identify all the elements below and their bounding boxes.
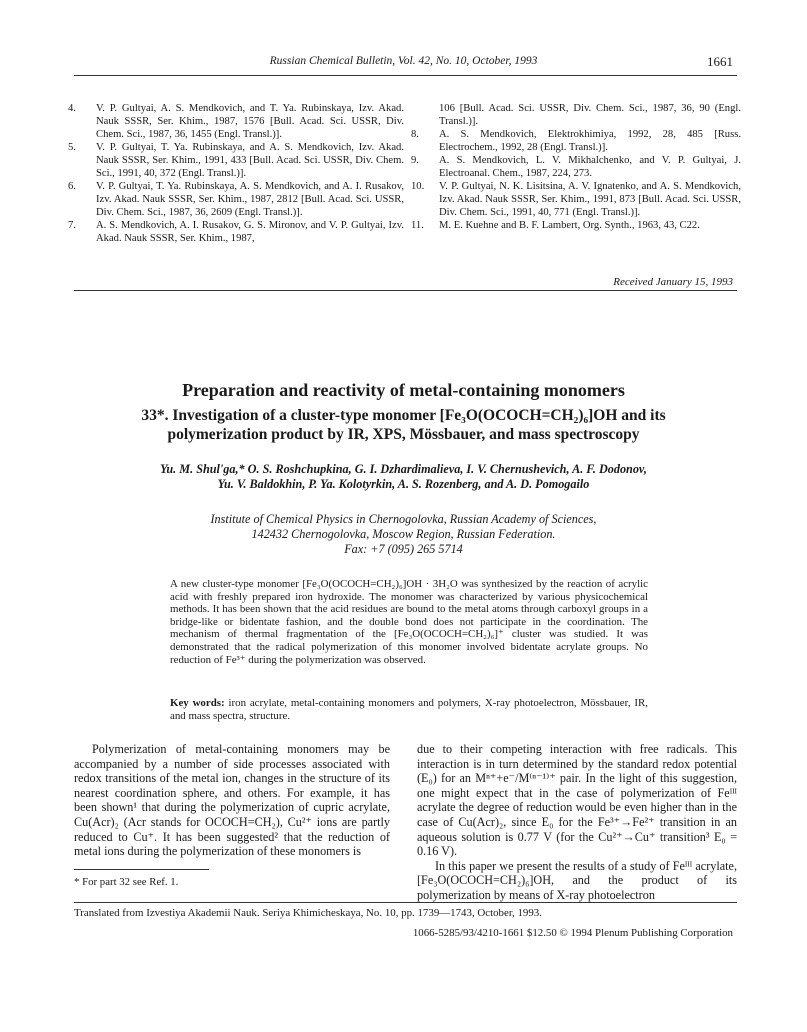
authors-line-2: Yu. V. Baldokhin, P. Ya. Kolotyrkin, A. S. Rozenberg, and A. D. Pomogailo — [217, 477, 590, 491]
copyright-line: 1066-5285/93/4210-1661 $12.50 © 1994 Plenum Publishing Corporation — [412, 927, 733, 939]
reference-item: 10. V. P. Gultyai, N. K. Lisitsina, A. V. Ignatenko, and A. S. Mendkovich, Izv. Akad. Nauk SSSR, Ser. Khim., 1991, 873 [Bull. Acad. Sci. USSR, Div. Chem. Sci., 1991, 40, 771 (Engl. Transl.)]. — [411, 181, 741, 218]
page-number: 1661 — [707, 54, 733, 69]
references-right-column — [411, 102, 741, 232]
reference-item: 8. A. S. Mendkovich, Elektrokhimiya, 1992, 28, 485 [Russ. Electrochem., 1992, 28 (Engl. Transl.)]. — [411, 129, 741, 153]
footnote: * For part 32 see Ref. 1. — [74, 876, 179, 888]
keywords-text: iron acrylate, metal-containing monomers and polymers, X-ray photoelectron, Mössbauer, IR, and mass spectra, structure. — [170, 697, 648, 722]
institution — [0, 512, 807, 557]
running-header — [0, 55, 807, 71]
body-paragraph: Polymerization of metal-containing monomers may be accompanied by a number of side processes associated with redox transitions of the metal ion, changes in the structure of its nearest coordination sphere, and others. For example, it has been shown¹ that during the polymerization of cupric acrylate, Cu(Acr)₂ (Acr stands for OCOCH=CH₂), Cu²⁺ ions are partly reduced to Cu⁺. It has been suggested² that the reduction of metal ions during the polymerization of these monomers is — [74, 742, 390, 859]
institution-fax: Fax: +7 (095) 265 5714 — [344, 542, 463, 556]
body-right-column — [417, 742, 737, 903]
reference-item: 6. V. P. Gultyai, T. Ya. Rubinskaya, A. S. Mendkovich, and A. I. Rusakov, Izv. Akad. Nauk SSSR, Ser. Khim., 1987, 2812 [Bull. Acad. Sci. USSR, Div. Chem. Sci., 1987, 36, 2609 (Engl. Transl.)]. — [68, 181, 404, 218]
header-rule — [74, 75, 737, 76]
keywords — [170, 697, 648, 722]
footnote-rule — [74, 869, 209, 870]
abstract: A new cluster-type monomer [Fe₃O(OCOCH=CH₂)₆]OH · 3H₂O was synthesized by the reaction of acrylic acid with freshly prepared iron hydroxide. The monomer was characterized by various physicochemical methods. It has been shown that the acid residues are bound to the metal atoms through carboxyl groups in a bridge-like or bidentate fashion, and the double bond does not participate in the coordination. The mechanism of thermal fragmentation of the [Fe₃O(OCOCH=CH₂)₆]⁺ cluster was studied. It was demonstrated that the radical polymerization of this monomer involved bidentate acrylate groups. No reduction of Fe³⁺ during the polymerization was observed. — [170, 578, 648, 666]
reference-item: 5. V. P. Gultyai, T. Ya. Rubinskaya, and A. S. Mendkovich, Izv. Akad. Nauk SSSR, Ser. Khim., 1991, 433 [Bull. Acad. Sci. USSR, Div. Chem. Sci., 1991, 40, 372 (Engl. Transl.)]. — [68, 142, 404, 179]
footer-rule — [74, 902, 737, 903]
article-title: Preparation and reactivity of metal-containing monomers — [182, 380, 625, 400]
article-subtitle — [0, 406, 807, 444]
subtitle-line-1: 33*. Investigation of a cluster-type monomer [Fe₃O(OCOCH=CH₂)₆]OH and its — [141, 407, 666, 424]
keywords-label: Key words: — [170, 697, 225, 709]
subtitle-line-2: polymerization product by IR, XPS, Mössbauer, and mass spectroscopy — [167, 426, 640, 443]
reference-item: 9. A. S. Mendkovich, L. V. Mikhalchenko, and V. P. Gultyai, J. Electroanal. Chem., 1987, 224, 273. — [411, 155, 741, 179]
reference-item: 4. V. P. Gultyai, A. S. Mendkovich, and T. Ya. Rubinskaya, Izv. Akad. Nauk SSSR, Ser. Khim., 1987, 1576 [Bull. Acad. Sci. USSR, Div. Chem. Sci., 1987, 36, 1455 (Engl. Transl.)]. — [68, 103, 404, 140]
body-paragraph: In this paper we present the results of a study of Feᴵᴵᴵ acrylate, [Fe₃O(OCOCH=CH₂)₆]OH, and the product of its polymerization by means of X-ray photoelectron — [417, 858, 737, 902]
authors-line-1: Yu. M. Shul'ga,* O. S. Roshchupkina, G. I. Dzhardimalieva, I. V. Chernushevich, A. F. Dodonov, — [160, 462, 647, 476]
reference-item: 106 [Bull. Acad. Sci. USSR, Div. Chem. Sci., 1987, 36, 90 (Engl. Transl.)]. — [439, 103, 741, 127]
received-date: Received January 15, 1993 — [613, 276, 733, 288]
reference-item: 7. A. S. Mendkovich, A. I. Rusakov, G. S. Mironov, and V. P. Gultyai, Izv. Akad. Nauk SSSR, Ser. Khim., 1987, — [68, 220, 404, 244]
institution-line-1: Institute of Chemical Physics in Chernogolovka, Russian Academy of Sciences, — [210, 512, 597, 526]
authors — [0, 462, 807, 492]
body-paragraph: due to their competing interaction with free radicals. This interaction is in turn determined by the standard redox potential (E₀) for an Mⁿ⁺+e⁻/M⁽ⁿ⁻¹⁾⁺ pair. In the light of this suggestion, one might expect that in the case of polymerization of Feᴵᴵᴵ acrylate the degree of reduction would be even higher than in the case of Cu(Acr)₂, since E₀ for the Fe³⁺→Fe²⁺ transition in an aqueous solution is 0.77 V (for the Cu²⁺→Cu⁺ transition³ E₀ = 0.16 V). — [417, 742, 737, 859]
institution-line-2: 142432 Chernogolovka, Moscow Region, Russian Federation. — [251, 527, 556, 541]
journal-citation: Russian Chemical Bulletin, Vol. 42, No. 10, October, 1993 — [269, 55, 538, 67]
reference-item: 11. M. E. Kuehne and B. F. Lambert, Org. Synth., 1963, 43, C22. — [411, 220, 700, 231]
section-rule — [74, 290, 737, 291]
references-left-column — [68, 102, 404, 245]
translation-note: Translated from Izvestiya Akademii Nauk. Seriya Khimicheskaya, No. 10, pp. 1739—1743, October, 1993. — [74, 907, 542, 919]
body-left-column — [74, 742, 390, 859]
